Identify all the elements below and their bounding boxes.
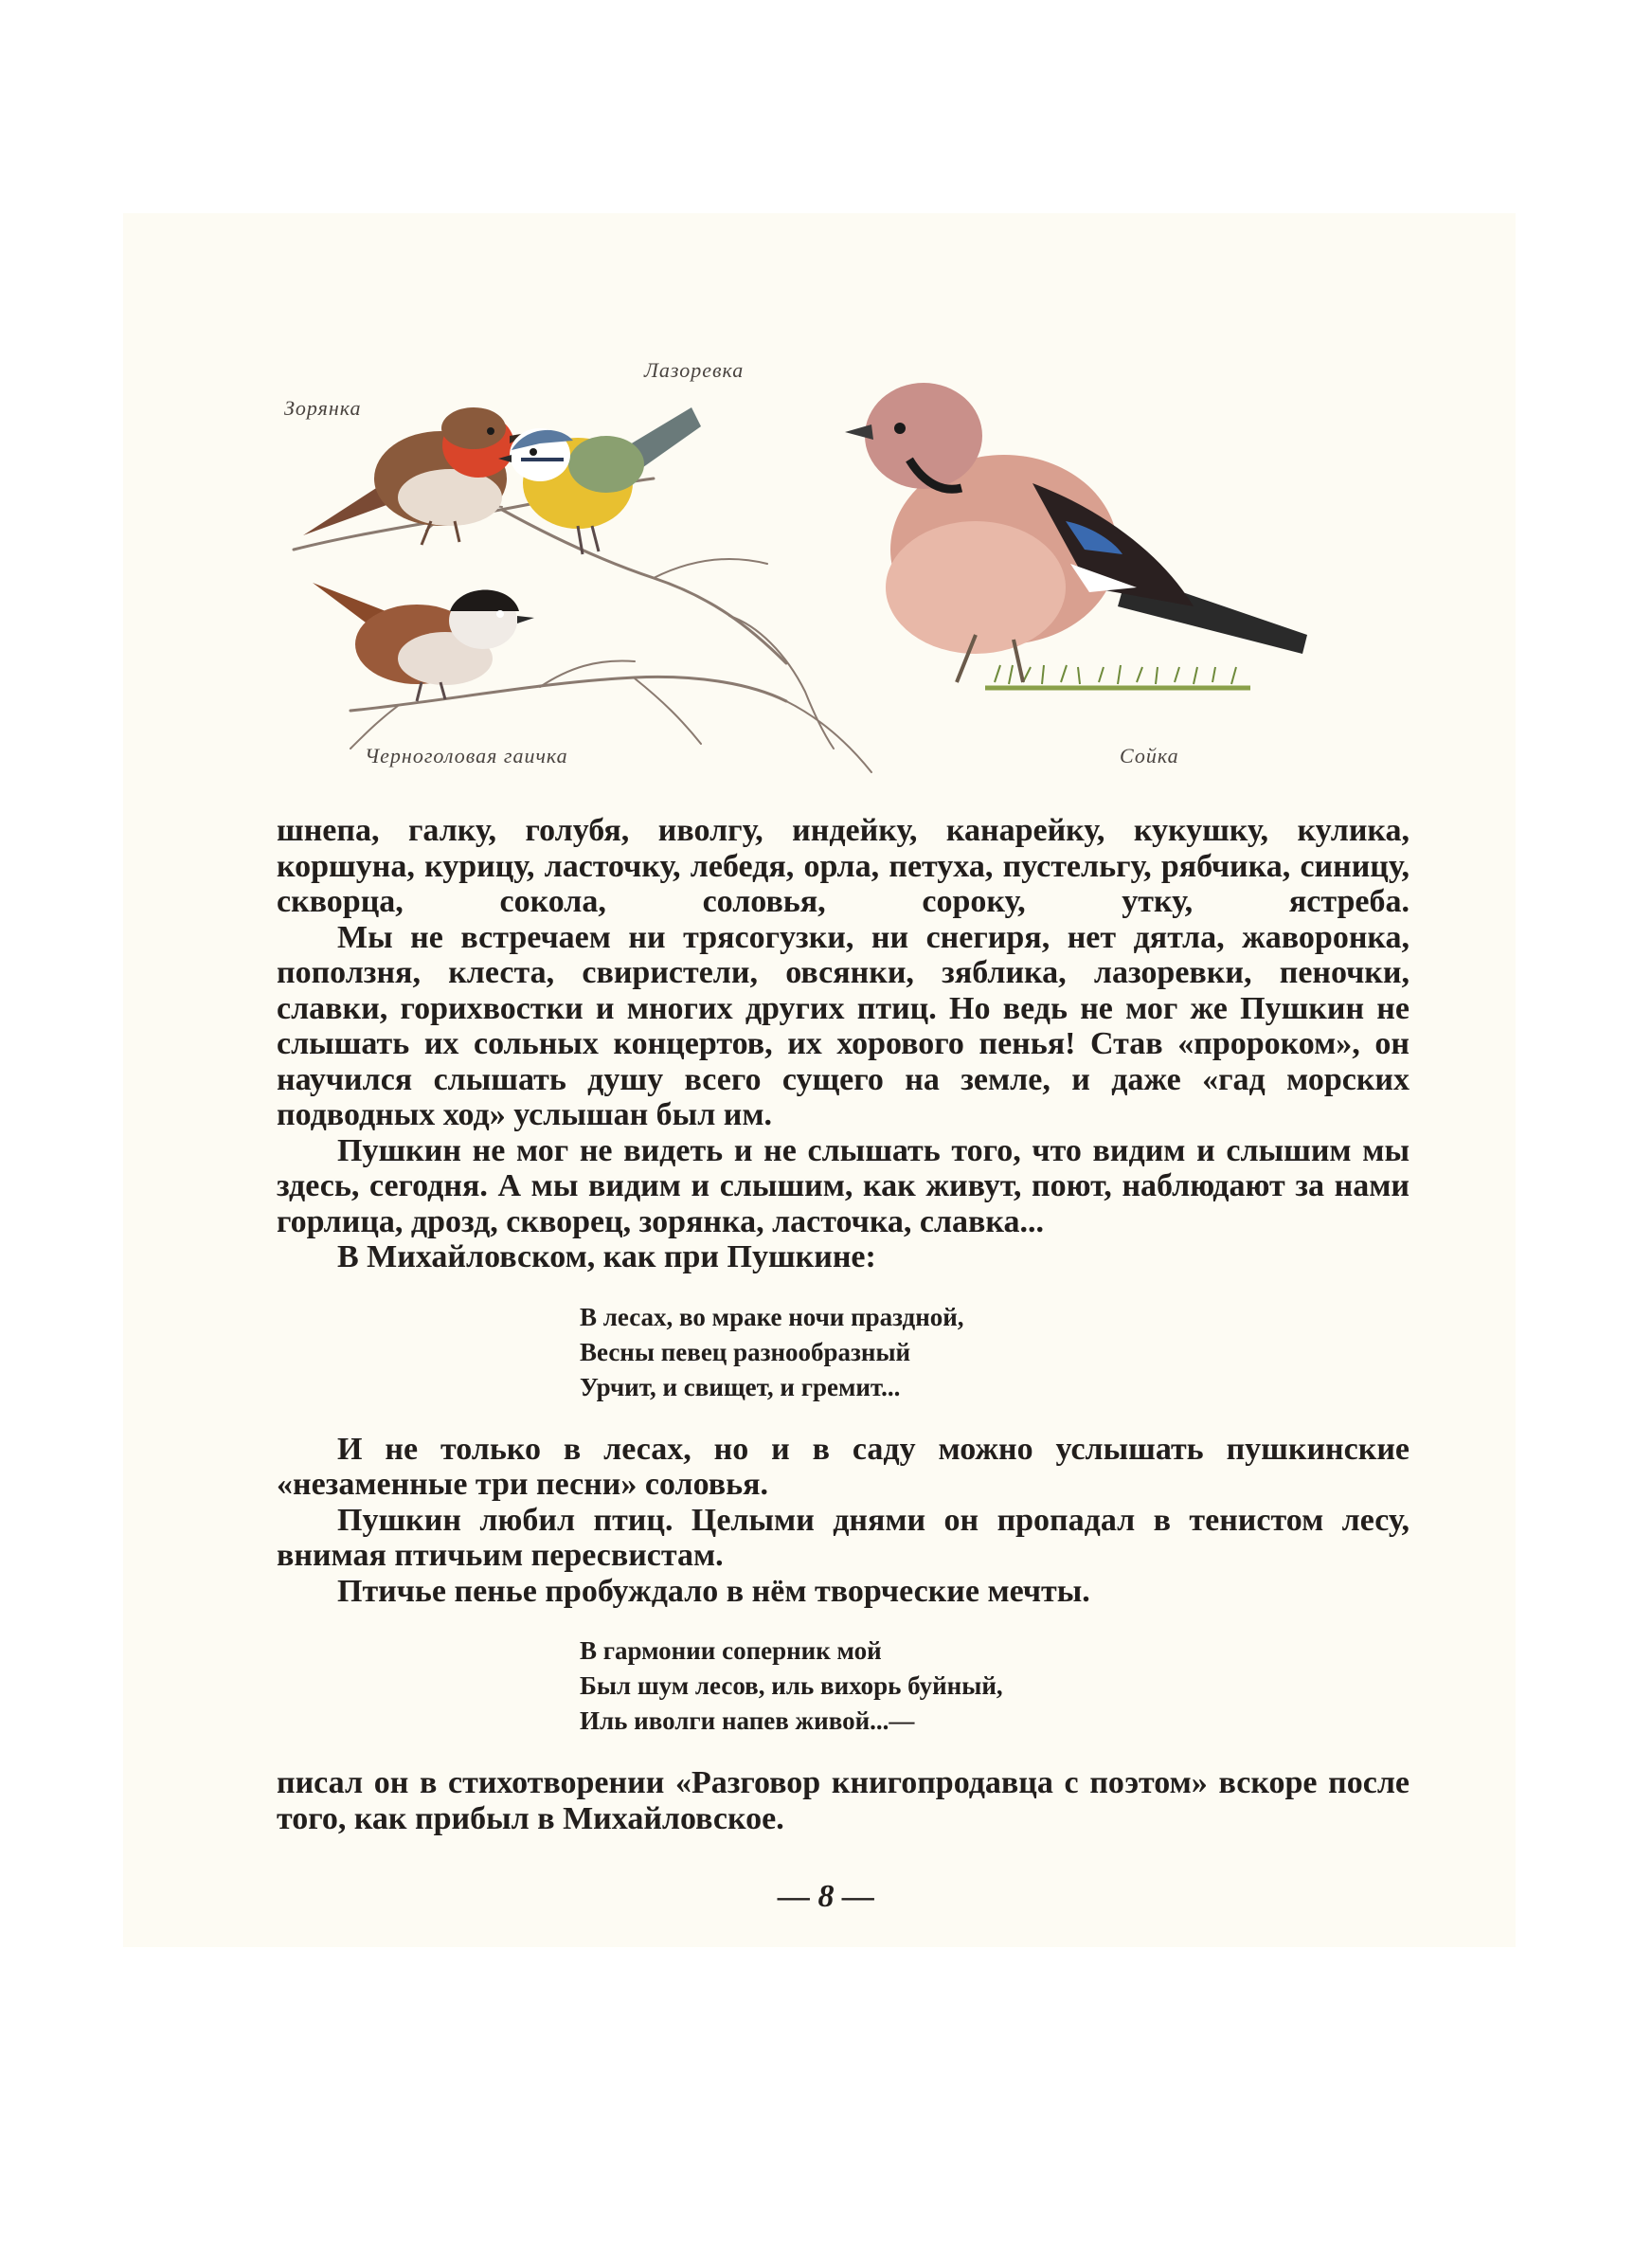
- paragraph-birds-mentioned: шнепа, галку, голубя, иволгу, индейку, канарейку, кукушку, кулика, коршуна, курицу, ласточку, лебедя, орла, петуха, пустельгу, рябчика, синицу, скворца, сокола, соловья, сороку, утку, ястреба.: [277, 813, 1410, 919]
- verse-line: Иль иволги напев живой...—: [580, 1706, 915, 1735]
- verse-harmony: [277, 1634, 1410, 1739]
- paragraph-birdsong-dreams: Птичье пенье пробуждало в нём творческие мечты.: [337, 1573, 1090, 1609]
- caption-blue-tit: Лазоревка: [644, 358, 745, 382]
- verse-line: В гармонии соперник мой: [580, 1636, 882, 1665]
- verse-line: Урчит, и свищет, и гремит...: [580, 1372, 901, 1401]
- paragraph-pushkin-saw: Пушкин не мог не видеть и не слышать того, что видим и слышим мы здесь, сегодня. А мы видим и слышим, как живут, поют, наблюдают за нами горлица, дрозд, скворец, зорянка, ласточка, славка...: [277, 1132, 1410, 1239]
- verse-line: Весны певец разнообразный: [580, 1337, 911, 1366]
- caption-robin: Зорянка: [284, 396, 362, 420]
- verse-nightingale: [277, 1300, 1410, 1405]
- paragraph-three-songs: И не только в лесах, но и в саду можно услышать пушкинские «незаменные три песни» соловья.: [277, 1431, 1410, 1502]
- paragraph-mikhailovskoe: В Михайловском, как при Пушкине:: [337, 1239, 876, 1274]
- page-number: — 8 —: [778, 1879, 874, 1914]
- birds-illustration: [256, 341, 1487, 786]
- grass: [985, 665, 1250, 688]
- verse-line: В лесах, во мраке ночи праздной,: [580, 1302, 964, 1331]
- paragraph-wrote-poem: писал он в стихотворении «Разговор книгопродавца с поэтом» вскоре после того, как прибыл в Михайловское.: [277, 1765, 1410, 1836]
- jay-bird: [845, 383, 1307, 682]
- blue-tit-bird: [498, 407, 701, 554]
- birds-drawing: [256, 341, 1487, 786]
- verse-line: Был шум лесов, иль вихорь буйный,: [580, 1671, 1003, 1700]
- body-text: [277, 813, 1410, 1836]
- marsh-tit-bird: [313, 583, 534, 701]
- caption-jay: Сойка: [1120, 744, 1179, 767]
- caption-marsh-tit: Черноголовая гаичка: [365, 744, 568, 767]
- paragraph-birds-missing: Мы не встречаем ни трясогузки, ни снегиря, нет дятла, жаворонка, поползня, клеста, свиристели, овсянки, зяблика, лазоревки, пеночки, славки, горихвостки и многих других птиц. Но ведь не мог же Пушкин не слышать их сольных концертов, их хорового пенья! Став «пророком», он научился слышать душу всего сущего на земле, и даже «гад морских подводных ход» услышан был им.: [277, 919, 1410, 1132]
- paragraph-loved-birds: Пушкин любил птиц. Целыми днями он пропадал в тенистом лесу, внимая птичьим пересвистам.: [277, 1502, 1410, 1573]
